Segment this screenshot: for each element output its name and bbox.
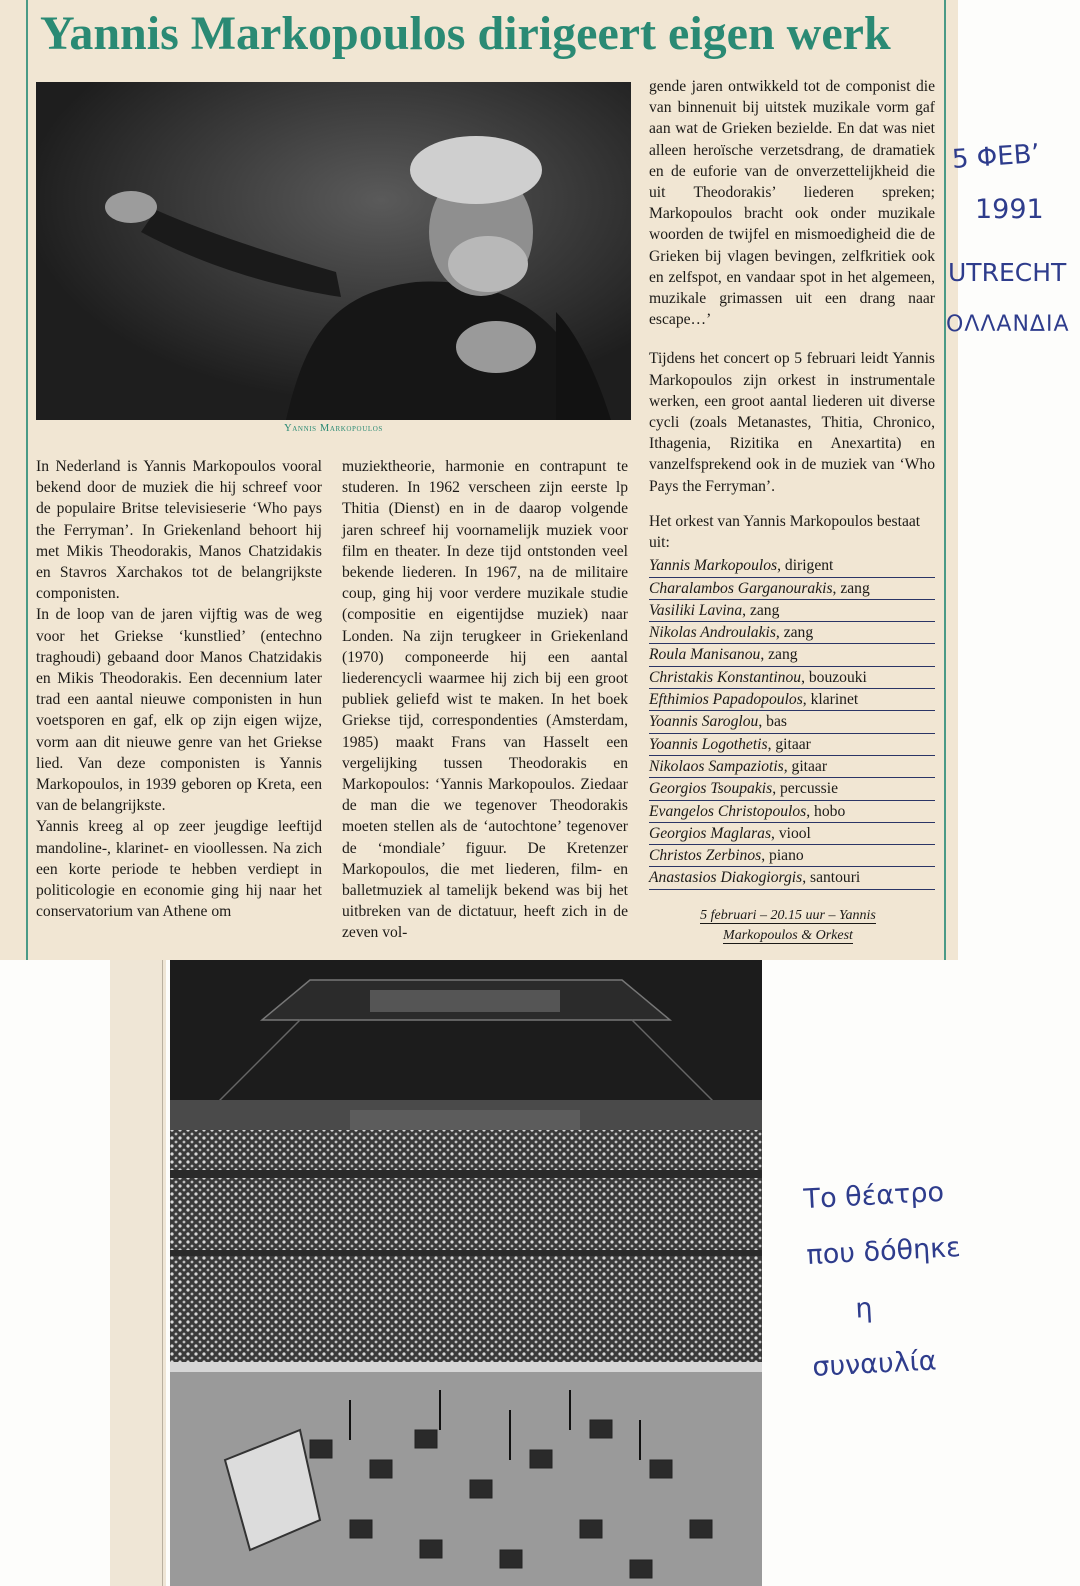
paragraph: Tijdens het concert op 5 februari leidt Yannis Markopoulos zijn orkest in instrumentale werken, een groot aantal liederen uit diverse cycli (zoals Metanastes, Thitia, Chronico, Ithagenia, Rizitika en Anexartita) en vanzelfsprekend ook in de muziek van ‘Who Pays the Ferryman’. (649, 350, 935, 495)
musician-role: , gitaar (767, 735, 811, 753)
musician-role: , zang (742, 601, 780, 619)
concert-hall-photo (170, 960, 762, 1586)
article-column-3 (649, 76, 935, 890)
musician-role: , viool (771, 824, 811, 842)
roster-item (649, 756, 935, 778)
roster-item (649, 644, 935, 666)
musician-name: Evangelos Christopoulos (649, 802, 807, 820)
handwritten-city: UTRECHT (948, 258, 1067, 287)
column-rule (26, 0, 28, 960)
roster-item (649, 600, 935, 622)
handwritten-year: 1991 (975, 194, 1044, 225)
note-line: η (854, 1292, 874, 1325)
musician-name: Charalambos Garganourakis (649, 579, 833, 597)
handwritten-theatre-note (802, 1164, 968, 1396)
paragraph: In de loop van de jaren vijftig was de weg voor het Griekse ‘kunstlied’ (entechno traghoudi) gebaand door Manos Chatzidakis en Mikis Theodorakis. Een decennium later trad een aantal nieuwe componisten in hun voetsporen en gaf, elk op zijn eigen wijze, vorm aan dit nieuwe genre van het Griekse lied. Van deze componisten is Yannis Markopoulos, in 1939 geboren op Kreta, een van de belangrijkste. (36, 606, 322, 815)
clipping-edge (162, 960, 163, 1586)
article-column-2 (342, 456, 628, 944)
roster-item (649, 667, 935, 689)
musician-name: Nikolaos Sampaziotis (649, 757, 784, 775)
musician-role: , bouzouki (801, 668, 867, 686)
roster-item (649, 778, 935, 800)
musician-name: Yoannis Logothetis (649, 735, 768, 753)
paragraph: muziektheorie, harmonie en contrapunt te studeren. In 1962 verscheen zijn eerste lp Thitia (Dienst) en in de daarop volgende jaren schreef hij voornamelijk muziek voor film en theater. In deze tijd ontstonden veel bekende liederen. In 1967, na de militaire coup, ging hij voor verdere muzikale studie (compositie en eigentijdse muziek) naar Londen. Na zijn terugkeer in Griekenland (1970) componeerde hij een aantal liederencycli waarmee hij zich bij een groot publiek geliefd wist te maken. In het boek Griekse tijd, correspondenties (Amsterdam, 1985) maakt Frans van Hasselt een vergelijking tussen Theodorakis en Markopoulos: ‘Yannis Markopoulos. Ziedaar de man die we tegenover Theodorakis moeten stellen als de ‘autochtone’ tegenover de ‘mondiale’ figuur. De Kretenzer Markopoulos, die met liederen, film- en balletmuziek al tamelijk bekend was bij het uitbreken van de dictatuur, heeft zich in de zeven vol- (342, 458, 628, 942)
orchestra-roster (649, 555, 935, 889)
concert-hall-photo-art (170, 960, 762, 1586)
roster-item (649, 734, 935, 756)
roster-item (649, 689, 935, 711)
paragraph: gende jaren ontwikkeld tot de componist die van binnenuit bij uitstek muzikale vorm gaf aan wat de Grieken bezielde. En dat was niet alleen heroïsche verzetsdrang, de dramatiek en de euforie van de onverzettelijkheid die uit Theodorakis’ liederen spreken; Markopoulos bracht ook onder muzikale woorden de twijfel en mismoedigheid die de Grieken bij vlagen bevingen, zelfkritiek ook en zelfspot, en vandaar spot in het algemeen, muzikale grimassen uit een drang naar escape…’ (649, 78, 935, 329)
conductor-photo (36, 82, 631, 420)
musician-name: Yoannis Saroglou (649, 713, 759, 731)
musician-role: , klarinet (802, 691, 859, 709)
musician-name: Georgios Maglaras (649, 824, 772, 842)
musician-role: , dirigent (777, 557, 834, 575)
musician-name: Efthimios Papadopoulos (649, 691, 803, 709)
musician-role: , gitaar (783, 757, 828, 775)
handwritten-country: ΟΛΛΑΝΔΙΑ (946, 312, 1070, 337)
note-line: συναυλία (811, 1345, 938, 1383)
roster-item (649, 845, 935, 867)
headline-name: Yannis Markopoulos (40, 7, 466, 60)
roster-item (649, 711, 935, 733)
article-column-1 (36, 456, 322, 922)
handwritten-date: 5 ΦΕΒ’ (951, 138, 1041, 176)
roster-item (649, 578, 935, 600)
musician-name: Christos Zerbinos (649, 847, 762, 865)
musician-role: , zang (832, 579, 870, 597)
musician-role: , zang (775, 624, 814, 642)
musician-role: , bas (758, 713, 787, 731)
paragraph-gap (649, 330, 935, 348)
column-rule (944, 0, 946, 960)
paragraph: Yannis kreeg al op zeer jeugdige leeftijd mandoline-, klarinet- en vioollessen. Na zich een korte periode te hebben verdiept in politicologie en economie ging hij naar het conservatorium van Athene om (36, 818, 322, 921)
event-info (660, 906, 916, 946)
musician-name: Georgios Tsoupakis (649, 780, 773, 798)
roster-item (649, 867, 935, 889)
musician-role: , hobo (806, 802, 846, 820)
headline (40, 4, 940, 64)
conductor-photo-art (36, 82, 631, 420)
musician-name: Christakis Konstantinou (649, 668, 802, 686)
note-line: που δόθηκε (805, 1232, 962, 1272)
musician-role: , piano (761, 847, 804, 865)
roster-item (649, 622, 935, 644)
clipping-margin (110, 960, 166, 1586)
roster-item (649, 555, 935, 577)
roster-item (649, 823, 935, 845)
orchestra-intro: Het orkest van Yannis Markopoulos bestaat uit: (649, 512, 921, 552)
photo-caption: Yannis Markopoulos (284, 423, 383, 434)
paragraph: In Nederland is Yannis Markopoulos vooral bekend door de muziek die hij schreef voor de populaire Britse televisieserie ‘Who pays the Ferryman’. In Griekenland behoort hij met Mikis Theodorakis, Manos Chatzidakis en Stavros Xarchakos tot de belangrijkste componisten. (36, 458, 322, 603)
musician-role: , santouri (802, 869, 861, 887)
event-line-2: Markopoulos & Orkest (723, 928, 853, 943)
musician-role: , percussie (772, 780, 839, 798)
roster-item (649, 801, 935, 823)
note-line: Το θέατρο (802, 1176, 945, 1216)
headline-rest: dirigeert eigen werk (465, 7, 891, 60)
musician-name: Anastasios Diakogiorgis (649, 869, 803, 887)
musician-name: Nikolas Androulakis (649, 624, 776, 642)
event-line-1: 5 februari – 20.15 uur – Yannis (700, 908, 876, 923)
musician-role: , zang (760, 646, 798, 664)
musician-name: Roula Manisanou (649, 646, 761, 664)
musician-name: Vasiliki Lavina (649, 601, 743, 619)
musician-name: Yannis Markopoulos (649, 557, 778, 575)
